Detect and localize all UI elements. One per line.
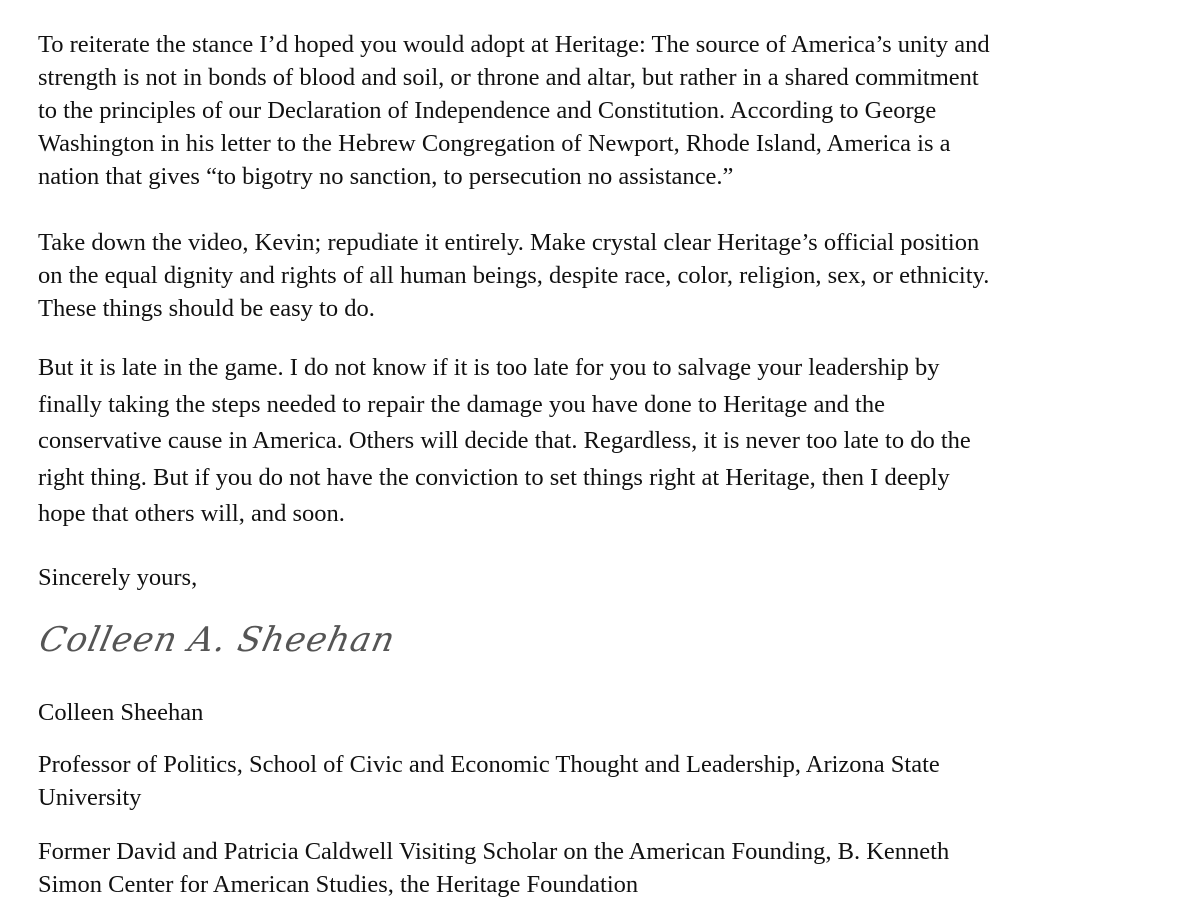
text-line: nation that gives “to bigotry no sanction, to persecution no assistance.” bbox=[38, 163, 734, 190]
name-text: Colleen Sheehan bbox=[38, 699, 204, 726]
signer-title-2 bbox=[38, 835, 949, 901]
text-line: finally taking the steps needed to repair the damage you have done to Heritage and the bbox=[38, 390, 885, 418]
text-line: right thing. But if you do not have the conviction to set things right at Heritage, then I deeply bbox=[38, 463, 950, 491]
paragraph-3 bbox=[38, 350, 971, 533]
text-line: conservative cause in America. Others will decide that. Regardless, it is never too late to do the bbox=[38, 427, 971, 454]
text-line: Take down the video, Kevin; repudiate it entirely. Make crystal clear Heritage’s official position bbox=[38, 229, 980, 256]
text-line: to the principles of our Declaration of Independence and Constitution. According to George bbox=[38, 97, 937, 124]
text-line: Simon Center for American Studies, the Heritage Foundation bbox=[38, 871, 639, 898]
handwritten-signature: Colleen A. Sheehan bbox=[35, 620, 400, 660]
closing-text: Sincerely yours, bbox=[38, 564, 198, 591]
paragraph-2 bbox=[38, 226, 989, 325]
text-line: These things should be easy to do. bbox=[38, 295, 375, 322]
closing bbox=[38, 561, 197, 594]
paragraph-1 bbox=[38, 28, 990, 193]
text-line: To reiterate the stance I’d hoped you would adopt at Heritage: The source of America’s unity and bbox=[38, 31, 990, 58]
text-line: on the equal dignity and rights of all human beings, despite race, color, religion, sex, or ethnicity. bbox=[38, 262, 990, 289]
text-line: strength is not in bonds of blood and soil, or throne and altar, but rather in a shared commitment bbox=[38, 64, 979, 91]
text-line: Washington in his letter to the Hebrew Congregation of Newport, Rhode Island, America is a bbox=[38, 130, 951, 157]
text-line: Former David and Patricia Caldwell Visiting Scholar on the American Founding, B. Kenneth bbox=[38, 838, 950, 865]
text-line: hope that others will, and soon. bbox=[38, 500, 345, 527]
text-line: Professor of Politics, School of Civic and Economic Thought and Leadership, Arizona State bbox=[38, 751, 940, 778]
text-line: University bbox=[38, 784, 142, 811]
text-line: But it is late in the game. I do not know if it is too late for you to salvage your leadership by bbox=[38, 354, 940, 381]
signer-title-1 bbox=[38, 748, 940, 814]
signer-name bbox=[38, 696, 203, 729]
